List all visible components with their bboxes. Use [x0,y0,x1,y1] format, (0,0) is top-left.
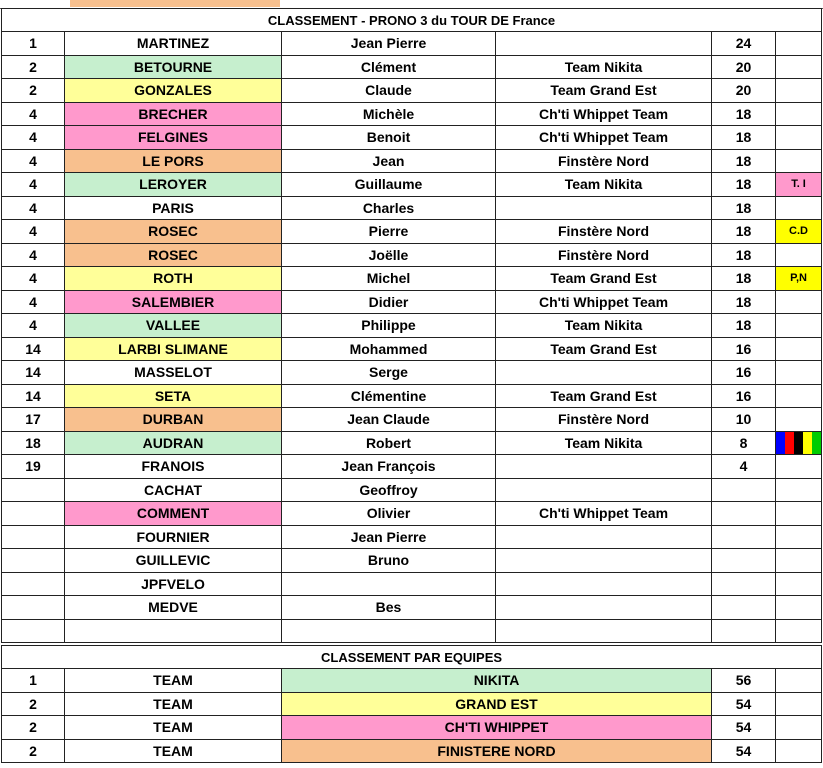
rank-cell[interactable] [2,549,65,573]
first-name-cell[interactable]: Bruno [282,549,496,573]
table-row [2,79,822,103]
tag-cell[interactable] [776,502,822,526]
first-name-cell[interactable]: Jean François [282,455,496,479]
table-row [2,243,822,267]
rank-cell[interactable]: 4 [2,267,65,291]
rank-cell[interactable]: 14 [2,361,65,385]
table-row [2,525,822,549]
points-cell[interactable] [712,596,776,620]
first-name-cell[interactable]: Pierre [282,220,496,244]
tag-cell[interactable] [776,596,822,620]
first-name-cell[interactable]: Geoffroy [282,478,496,502]
points-cell[interactable]: 16 [712,361,776,385]
flag-cell[interactable] [776,431,822,455]
table-row [2,149,822,173]
last-name-cell[interactable]: LARBI SLIMANE [65,337,282,361]
points-cell[interactable] [712,502,776,526]
tag-cell[interactable] [776,290,822,314]
points-cell[interactable]: 18 [712,220,776,244]
rank-cell[interactable]: 4 [2,149,65,173]
last-name-cell[interactable]: ROTH [65,267,282,291]
team-row [2,716,822,740]
table-row [2,408,822,432]
table-row [2,431,822,455]
team-cell[interactable] [496,361,712,385]
table-row [2,572,822,596]
tag-cell[interactable] [776,408,822,432]
last-name-cell[interactable]: CACHAT [65,478,282,502]
table-row [2,502,822,526]
last-name-cell[interactable]: JPFVELO [65,572,282,596]
rank-cell[interactable] [2,619,65,643]
ranking-title: CLASSEMENT - PRONO 3 du TOUR DE France [2,9,822,32]
tag-cell[interactable] [776,149,822,173]
first-name-cell[interactable]: Michel [282,267,496,291]
first-name-cell[interactable]: Olivier [282,502,496,526]
last-name-cell[interactable]: LE PORS [65,149,282,173]
points-cell[interactable] [712,549,776,573]
team-rank-cell[interactable]: 2 [2,739,65,763]
tag-cell[interactable] [776,478,822,502]
last-name-cell[interactable]: MARTINEZ [65,32,282,56]
rank-cell[interactable]: 4 [2,126,65,150]
table-row [2,596,822,620]
last-name-cell[interactable]: BETOURNE [65,55,282,79]
team-name-cell[interactable]: GRAND EST [282,692,712,716]
points-cell[interactable]: 10 [712,408,776,432]
team-cell[interactable]: Finstère Nord [496,149,712,173]
rank-cell[interactable]: 4 [2,314,65,338]
rank-cell[interactable]: 2 [2,55,65,79]
team-cell[interactable] [496,196,712,220]
last-name-cell[interactable]: MEDVE [65,596,282,620]
rank-cell[interactable]: 4 [2,290,65,314]
points-cell[interactable] [712,478,776,502]
stripes-flag-icon [776,432,821,455]
first-name-cell[interactable]: Guillaume [282,173,496,197]
team-cell[interactable] [496,32,712,56]
team-row [2,739,822,763]
team-cell[interactable] [496,596,712,620]
first-name-cell[interactable]: Philippe [282,314,496,338]
team-rank-cell[interactable]: 2 [2,716,65,740]
team-cell[interactable]: Finstère Nord [496,243,712,267]
ranking-table [1,8,822,643]
tag-cell[interactable] [776,337,822,361]
team-name-cell[interactable]: FINISTERE NORD [282,739,712,763]
last-name-cell[interactable]: GUILLEVIC [65,549,282,573]
last-name-cell[interactable] [65,619,282,643]
rank-cell[interactable]: 4 [2,220,65,244]
team-cell[interactable]: Team Nikita [496,431,712,455]
first-name-cell[interactable]: Jean Pierre [282,32,496,56]
last-name-cell[interactable]: MASSELOT [65,361,282,385]
table-row [2,196,822,220]
rank-cell[interactable] [2,478,65,502]
table-row [2,55,822,79]
first-name-cell[interactable]: Didier [282,290,496,314]
last-name-cell[interactable]: FRANOIS [65,455,282,479]
first-name-cell[interactable]: Jean Claude [282,408,496,432]
table-row [2,173,822,197]
table-row [2,384,822,408]
last-name-cell[interactable]: FOURNIER [65,525,282,549]
rank-cell[interactable]: 4 [2,243,65,267]
table-row [2,290,822,314]
table-row [2,267,822,291]
team-empty-cell[interactable] [776,739,822,763]
points-cell[interactable] [712,572,776,596]
points-cell[interactable]: 18 [712,126,776,150]
team-cell[interactable]: Team Nikita [496,173,712,197]
tag-cell[interactable]: T. I [776,173,822,197]
team-cell[interactable]: Finstère Nord [496,220,712,244]
first-name-cell[interactable]: Bes [282,596,496,620]
rank-cell[interactable]: 4 [2,196,65,220]
first-name-cell[interactable]: Serge [282,361,496,385]
points-cell[interactable] [712,525,776,549]
points-cell[interactable]: 16 [712,384,776,408]
team-cell[interactable]: Team Grand Est [496,384,712,408]
tag-cell[interactable] [776,314,822,338]
last-name-cell[interactable]: COMMENT [65,502,282,526]
first-name-cell[interactable]: Jean Pierre [282,525,496,549]
first-name-cell[interactable]: Clément [282,55,496,79]
last-name-cell[interactable]: ROSEC [65,220,282,244]
last-name-cell[interactable]: FELGINES [65,126,282,150]
team-cell[interactable]: Team Nikita [496,314,712,338]
team-cell[interactable]: Ch'ti Whippet Team [496,126,712,150]
last-name-cell[interactable]: BRECHER [65,102,282,126]
team-cell[interactable]: Finstère Nord [496,408,712,432]
tag-cell[interactable] [776,55,822,79]
rank-cell[interactable]: 2 [2,79,65,103]
rank-cell[interactable]: 4 [2,173,65,197]
team-points-cell[interactable]: 54 [712,716,776,740]
tag-cell[interactable] [776,549,822,573]
tag-cell[interactable] [776,384,822,408]
team-cell[interactable] [496,619,712,643]
team-rank-cell[interactable]: 2 [2,692,65,716]
team-ranking-table [1,645,822,763]
team-cell[interactable]: Ch'ti Whippet Team [496,102,712,126]
rank-cell[interactable]: 1 [2,32,65,56]
last-name-cell[interactable]: GONZALES [65,79,282,103]
table-row [2,102,822,126]
points-cell[interactable]: 16 [712,337,776,361]
points-cell[interactable]: 20 [712,55,776,79]
points-cell[interactable]: 8 [712,431,776,455]
tag-cell[interactable] [776,572,822,596]
team-empty-cell[interactable] [776,692,822,716]
team-cell[interactable]: Team Grand Est [496,337,712,361]
team-label-cell[interactable]: TEAM [65,716,282,740]
last-name-cell[interactable]: LEROYER [65,173,282,197]
tag-cell[interactable] [776,619,822,643]
rank-cell[interactable]: 14 [2,337,65,361]
points-cell[interactable]: 18 [712,196,776,220]
team-cell[interactable]: Team Grand Est [496,79,712,103]
table-row [2,32,822,56]
tag-cell[interactable] [776,196,822,220]
points-cell[interactable] [712,619,776,643]
tag-cell[interactable]: C.D [776,220,822,244]
first-name-cell[interactable]: Joëlle [282,243,496,267]
first-name-cell[interactable]: Jean [282,149,496,173]
team-cell[interactable] [496,572,712,596]
table-row [2,126,822,150]
rank-cell[interactable]: 17 [2,408,65,432]
team-cell[interactable] [496,549,712,573]
rank-cell[interactable] [2,525,65,549]
points-cell[interactable]: 18 [712,314,776,338]
last-name-cell[interactable]: SALEMBIER [65,290,282,314]
tag-cell[interactable] [776,32,822,56]
team-points-cell[interactable]: 56 [712,669,776,693]
tag-cell[interactable] [776,126,822,150]
last-name-cell[interactable]: DURBAN [65,408,282,432]
team-cell[interactable]: Ch'ti Whippet Team [496,502,712,526]
rank-cell[interactable] [2,502,65,526]
tag-cell[interactable] [776,361,822,385]
points-cell[interactable]: 18 [712,290,776,314]
points-cell[interactable]: 18 [712,102,776,126]
points-cell[interactable]: 18 [712,243,776,267]
team-ranking-title: CLASSEMENT PAR EQUIPES [2,646,822,669]
team-row [2,669,822,693]
first-name-cell[interactable]: Michèle [282,102,496,126]
rank-cell[interactable] [2,596,65,620]
table-row [2,478,822,502]
tag-cell[interactable] [776,455,822,479]
tag-cell[interactable]: P,N [776,267,822,291]
table-row [2,455,822,479]
last-name-cell[interactable]: SETA [65,384,282,408]
first-name-cell[interactable]: Charles [282,196,496,220]
first-name-cell[interactable] [282,572,496,596]
points-cell[interactable]: 4 [712,455,776,479]
team-cell[interactable]: Team Grand Est [496,267,712,291]
first-name-cell[interactable]: Robert [282,431,496,455]
tag-cell[interactable] [776,525,822,549]
team-label-cell[interactable]: TEAM [65,739,282,763]
last-name-cell[interactable]: AUDRAN [65,431,282,455]
first-name-cell[interactable]: Mohammed [282,337,496,361]
first-name-cell[interactable]: Claude [282,79,496,103]
table-row [2,549,822,573]
tag-cell[interactable] [776,79,822,103]
rank-cell[interactable]: 4 [2,102,65,126]
table-row [2,314,822,338]
points-cell[interactable]: 24 [712,32,776,56]
table-row [2,361,822,385]
first-name-cell[interactable] [282,619,496,643]
team-points-cell[interactable]: 54 [712,739,776,763]
team-rank-cell[interactable]: 1 [2,669,65,693]
first-name-cell[interactable]: Clémentine [282,384,496,408]
last-name-cell[interactable]: PARIS [65,196,282,220]
tag-cell[interactable] [776,243,822,267]
last-name-cell[interactable]: ROSEC [65,243,282,267]
points-cell[interactable]: 20 [712,79,776,103]
team-name-cell[interactable]: CH'TI WHIPPET [282,716,712,740]
rank-cell[interactable]: 19 [2,455,65,479]
rank-cell[interactable]: 18 [2,431,65,455]
team-cell[interactable]: Team Nikita [496,55,712,79]
team-label-cell[interactable]: TEAM [65,692,282,716]
team-cell[interactable] [496,525,712,549]
points-cell[interactable]: 18 [712,267,776,291]
rank-cell[interactable] [2,572,65,596]
last-name-cell[interactable]: VALLEE [65,314,282,338]
first-name-cell[interactable]: Benoit [282,126,496,150]
tag-cell[interactable] [776,102,822,126]
points-cell[interactable]: 18 [712,173,776,197]
team-cell[interactable] [496,478,712,502]
team-cell[interactable] [496,455,712,479]
table-row [2,220,822,244]
team-empty-cell[interactable] [776,669,822,693]
rank-cell[interactable]: 14 [2,384,65,408]
team-points-cell[interactable]: 54 [712,692,776,716]
team-name-cell[interactable]: NIKITA [282,669,712,693]
team-empty-cell[interactable] [776,716,822,740]
points-cell[interactable]: 18 [712,149,776,173]
team-cell[interactable]: Ch'ti Whippet Team [496,290,712,314]
team-row [2,692,822,716]
team-label-cell[interactable]: TEAM [65,669,282,693]
table-row [2,337,822,361]
table-row [2,619,822,643]
